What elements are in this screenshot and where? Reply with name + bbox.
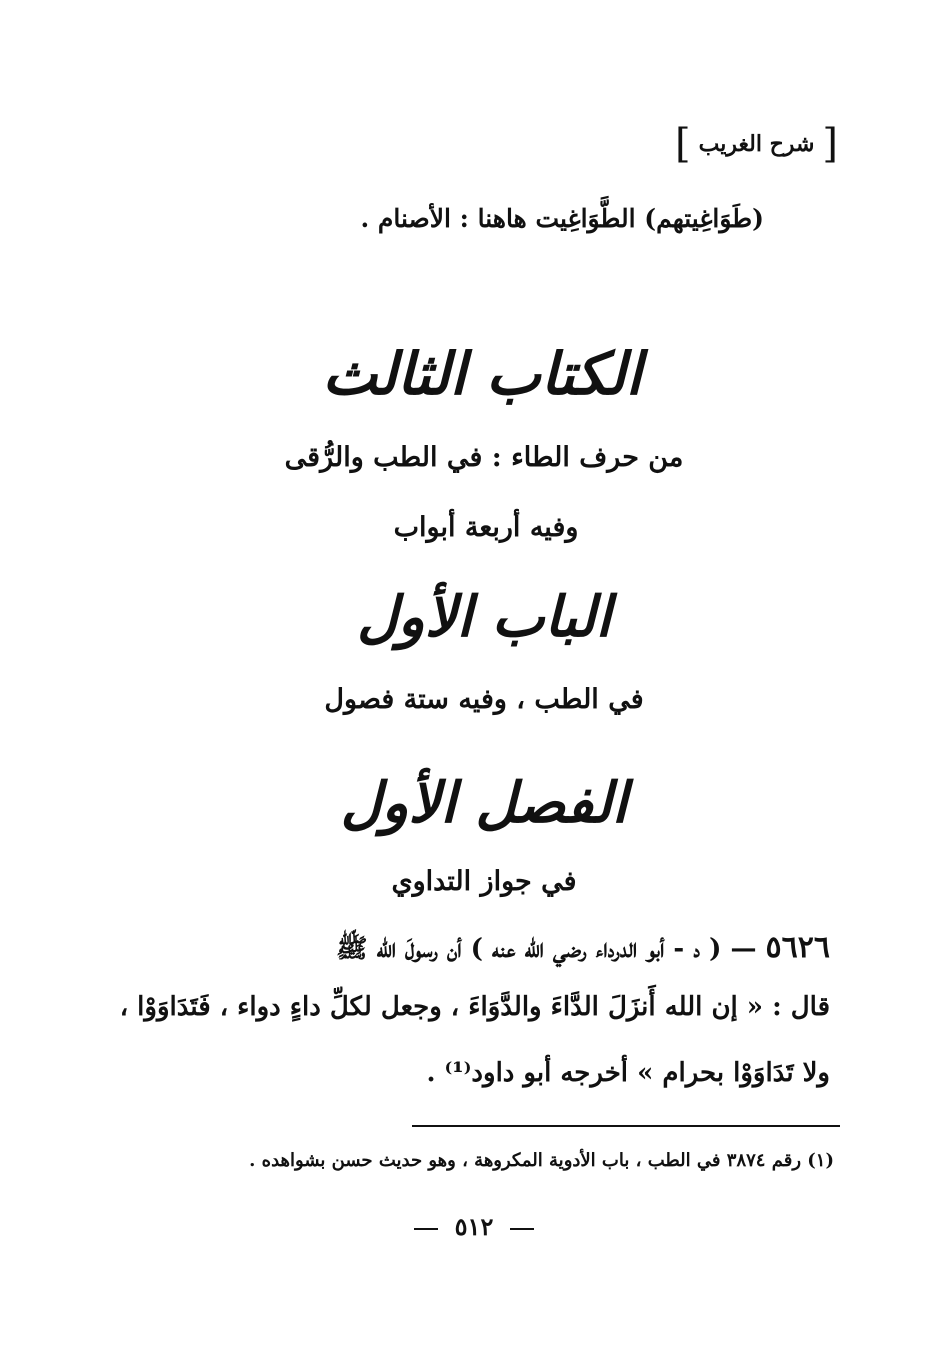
section-subtitle: في جواز التداوي: [391, 866, 577, 897]
hadith-line-1-text: — ( د - أبو الدرداء رضي الله عنه ) أن رسولَ الله ﷺ: [336, 934, 757, 964]
page-number-dash-left: [414, 1228, 438, 1230]
glossary-entry: (طَوَاغِيتهم) الطَّوَاغِيت هاهنا : الأصنام .: [360, 204, 764, 233]
hadith-line-2: قال : « إن الله أَنزَلَ الدَّاءَ والدَّوَاءَ ، وجعل لكلِّ داءٍ دواء ، فَتَدَاوَوْا ،: [119, 992, 830, 1022]
section-title: الفصل الأول: [340, 770, 628, 836]
hadith-line-3: ولا تَدَاوَوْا بحرام » أخرجه أبو داود⁽¹⁾ .: [426, 1058, 830, 1088]
footnote-separator: [412, 1125, 840, 1127]
footnote: (١) رقم ٣٨٧٤ في الطب ، باب الأدوية المكروهة ، وهو حديث حسن بشواهده .: [249, 1150, 834, 1171]
page-number-dash-right: [510, 1228, 534, 1230]
hadith-line-1: [110, 930, 830, 970]
book-title: الكتاب الثالث: [322, 340, 642, 408]
glossary-heading: [675, 121, 838, 167]
page-number-text: ٥١٢: [454, 1212, 494, 1241]
hadith-number: ٥٦٢٦: [765, 930, 830, 965]
glossary-heading-text: شرح الغريب: [698, 131, 815, 157]
page-number: [0, 1212, 948, 1241]
book-chapters-note: وفيه أربعة أبواب: [393, 512, 579, 543]
bracket-open: [: [822, 121, 838, 167]
chapter-subtitle: في الطب ، وفيه ستة فصول: [324, 684, 644, 715]
book-subtitle: من حرف الطاء : في الطب والرُّقى: [284, 442, 684, 473]
bracket-close: ]: [675, 121, 691, 167]
chapter-title: الباب الأول: [356, 584, 612, 650]
